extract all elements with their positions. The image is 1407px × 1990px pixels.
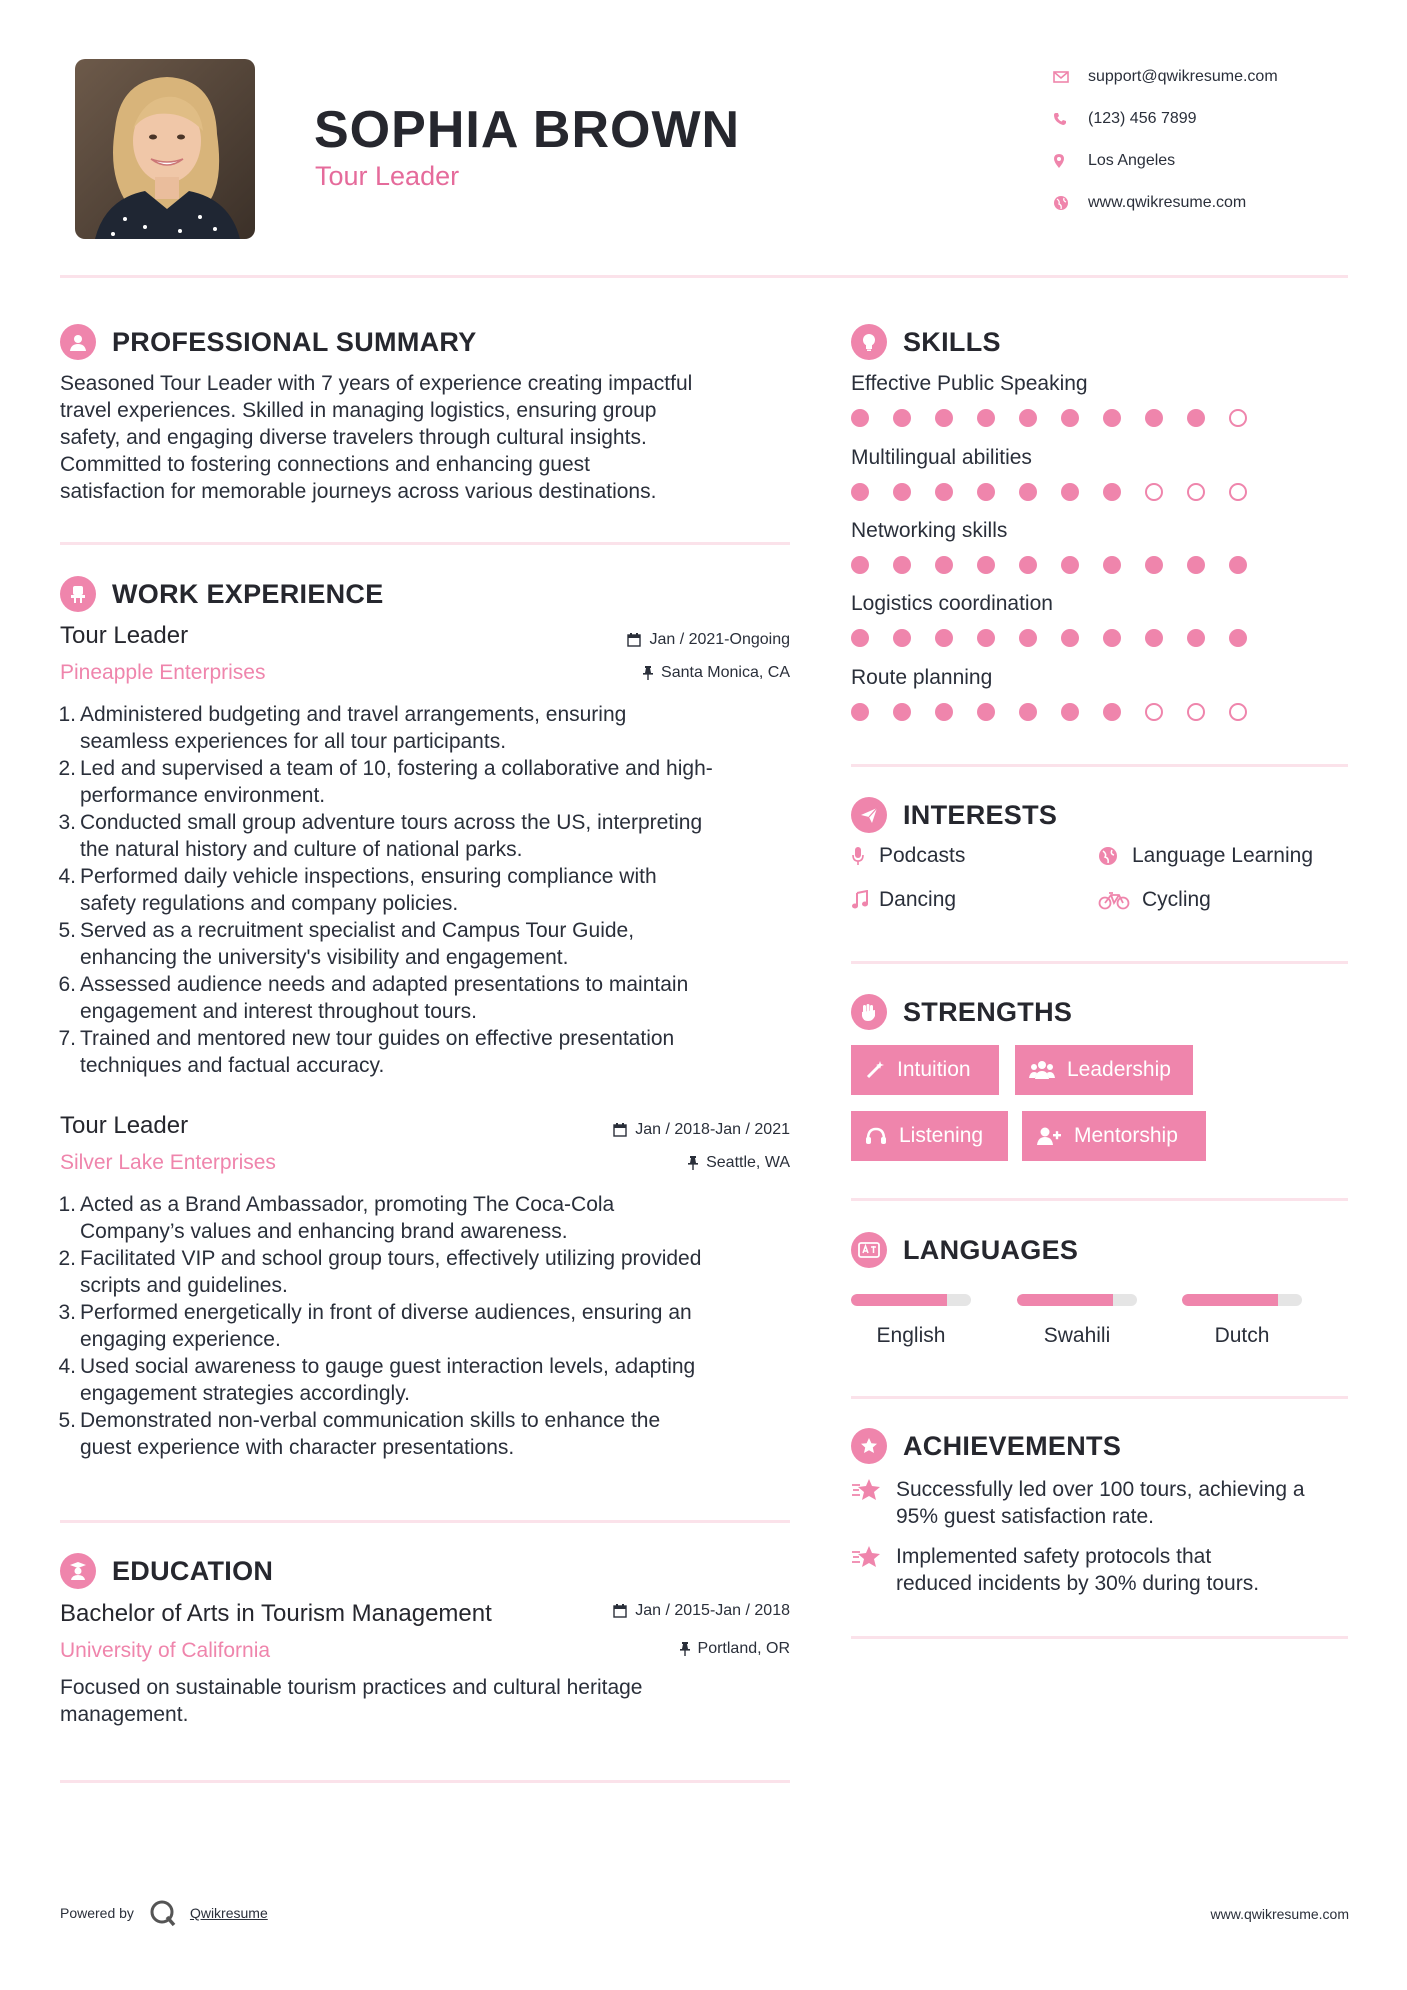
language-name: Swahili [1043,1324,1111,1347]
summary-heading [60,324,477,360]
skill-dot-filled [893,629,911,647]
footer-powered-by [60,1898,268,1928]
job-dates-text: Jan / 2018-Jan / 2021 [635,1121,790,1138]
paper-plane-icon [851,797,887,833]
skill-dot-filled [935,629,953,647]
star-icon [851,1476,896,1530]
contact-email-text: support@qwikresume.com [1088,68,1278,85]
contact-phone[interactable] [1050,98,1380,140]
lightbulb-icon [851,324,887,360]
group-icon [1029,1060,1055,1080]
job-dates [500,631,790,649]
school-name: University of California [60,1639,271,1662]
powered-by-label: Powered by [60,1905,134,1921]
job-company: Pineapple Enterprises [60,661,266,684]
contact-location-text: Los Angeles [1088,152,1176,169]
skill-dot-filled [1061,629,1079,647]
skill-rating [851,702,1391,722]
candidate-title: Tour Leader [315,161,460,191]
degree-title: Bachelor of Arts in Tourism Management [60,1600,492,1627]
skill-rating [851,482,1391,502]
summary-title: PROFESSIONAL SUMMARY [112,326,477,357]
language-level-fill [851,1294,947,1306]
summary-line: Committed to fostering connections and enhancing guest [60,453,590,476]
language-level-fill [1017,1294,1113,1306]
skill-dot-empty [1229,703,1247,721]
skill-rating [851,628,1391,648]
strength-tag: Intuition [851,1045,999,1095]
job-location-text: Santa Monica, CA [661,664,790,681]
interests-title: INTERESTS [903,799,1058,830]
summary-line: Seasoned Tour Leader with 7 years of experience creating impactful [60,372,693,395]
summary-line: satisfaction for memorable journeys across various destinations. [60,480,657,503]
language-level-bar [851,1294,971,1306]
job-location [500,664,790,682]
job-company: Silver Lake Enterprises [60,1151,276,1174]
language-name: Dutch [1214,1324,1270,1347]
skill-dot-filled [851,629,869,647]
list-item: 1. Acted as a Brand Ambassador, promoting The Coca-Cola Company’s values and enhancing brand awareness. [58,1193,615,1243]
strength-tag: Leadership [1015,1045,1193,1095]
skill-dot-filled [1019,483,1037,501]
list-item: 1. Administered budgeting and travel arrangements, ensuring seamless experiences for all tour participants. [58,703,627,753]
skill-dot-empty [1145,483,1163,501]
summary-divider [60,542,790,545]
education-title: EDUCATION [112,1555,274,1586]
pushpin-icon [688,1156,698,1170]
summary-line: travel experiences. Skilled in managing logistics, ensuring group [60,399,657,422]
job-title: Tour Leader [60,1112,189,1139]
skill-dot-filled [1145,409,1163,427]
skill-name: Networking skills [851,519,1008,542]
interest-item: Language Learning [1098,844,1313,868]
strength-tag: Mentorship [1022,1111,1206,1161]
list-item: 4. Performed daily vehicle inspections, ensuring compliance with safety regulations and company policies. [58,865,657,915]
skill-dot-empty [1145,703,1163,721]
language-level-bar [1182,1294,1302,1306]
education-divider [60,1780,790,1783]
contact-website-text: www.qwikresume.com [1088,194,1247,211]
languages-divider [851,1396,1348,1399]
skill-name: Effective Public Speaking [851,372,1088,395]
skill-dot-filled [977,483,995,501]
skill-dot-filled [893,409,911,427]
summary-text [60,370,790,505]
strength-tag: Listening [851,1111,1008,1161]
languages-heading [851,1232,1078,1268]
list-item: 2. Led and supervised a team of 10, fostering a collaborative and high- performance environment. [58,757,713,807]
job-location-text: Seattle, WA [706,1154,790,1171]
qwikresume-link[interactable]: Qwikresume [189,1905,268,1921]
education-description [60,1674,790,1728]
skill-dot-filled [1061,409,1079,427]
calendar-icon [613,1123,627,1137]
contact-email[interactable] [1050,56,1380,98]
skill-dot-filled [851,556,869,574]
list-item: 5. Demonstrated non-verbal communication skills to enhance the guest experience with character presentations. [58,1409,661,1459]
language-name: English [876,1324,946,1347]
languages-title: LANGUAGES [903,1234,1079,1265]
globe-icon [1098,846,1132,866]
education-location [500,1640,790,1658]
education-heading [60,1553,273,1589]
list-item: 3. Conducted small group adventure tours across the US, interpreting the natural history and culture of national parks. [58,811,703,861]
strengths-heading [851,994,1072,1030]
achievements-divider [851,1636,1348,1639]
skill-dot-empty [1229,409,1247,427]
skill-dot-filled [1145,556,1163,574]
skill-dot-filled [1187,629,1205,647]
skill-name: Logistics coordination [851,592,1053,615]
strengths-divider [851,1198,1348,1201]
work-divider [60,1520,790,1523]
skill-dot-filled [1229,556,1247,574]
skill-dot-filled [977,703,995,721]
location-pin-icon [1050,153,1088,169]
calendar-icon [627,633,641,647]
user-plus-icon [1036,1126,1062,1146]
skill-dot-filled [1019,629,1037,647]
job-title: Tour Leader [60,622,189,649]
skill-rating [851,408,1391,428]
skill-dot-empty [1187,703,1205,721]
skill-dot-filled [1061,556,1079,574]
profile-photo [75,59,255,239]
achievement-item: Implemented safety protocols that reduced incidents by 30% during tours. [851,1543,1348,1597]
skill-dot-filled [1103,629,1121,647]
skill-dot-filled [893,556,911,574]
skill-name: Route planning [851,666,993,689]
list-item: 2. Facilitated VIP and school group tours, effectively utilizing provided scripts and guidelines. [58,1247,702,1297]
skill-dot-filled [1229,629,1247,647]
job-dates-text: Jan / 2021-Ongoing [649,631,790,648]
microphone-icon [851,846,879,866]
contact-location [1050,140,1380,182]
skill-dot-empty [1187,483,1205,501]
star-badge-icon [851,1428,887,1464]
skills-heading [851,324,1001,360]
phone-icon [1050,112,1088,126]
skill-dot-filled [977,556,995,574]
skill-dot-filled [1103,703,1121,721]
list-item: 5. Served as a recruitment specialist and Campus Tour Guide, enhancing the university's visibility and engagement. [58,919,635,969]
star-icon [851,1543,896,1597]
interest-item: Dancing [851,888,956,912]
candidate-name: SOPHIA BROWN [314,101,741,159]
skills-divider [851,764,1348,767]
skills-title: SKILLS [903,326,1001,357]
skill-dot-filled [935,703,953,721]
headphones-icon [865,1126,887,1146]
skill-dot-filled [893,703,911,721]
achievements-heading [851,1428,1121,1464]
skill-name: Multilingual abilities [851,446,1032,469]
skill-dot-filled [1061,703,1079,721]
skill-dot-filled [935,556,953,574]
pushpin-icon [680,1642,690,1656]
skill-dot-filled [1187,409,1205,427]
user-icon [60,324,96,360]
music-note-icon [851,890,879,910]
job-dates [500,1121,790,1139]
interests-heading [851,797,1057,833]
summary-line: safety, and engaging diverse travelers through cultural insights. [60,426,647,449]
skill-dot-filled [1145,629,1163,647]
strengths-title: STRENGTHS [903,996,1073,1027]
skill-dot-filled [1019,409,1037,427]
education-line: management. [60,1703,189,1726]
interest-item: Cycling [1098,888,1211,912]
bicycle-icon [1098,890,1142,910]
skill-dot-filled [893,483,911,501]
fist-icon [851,994,887,1030]
skill-dot-filled [935,483,953,501]
globe-icon [1050,195,1088,211]
skill-dot-filled [1019,703,1037,721]
header-divider [60,275,1348,278]
job-location [500,1154,790,1172]
education-line: Focused on sustainable tourism practices and cultural heritage [60,1676,643,1699]
education-dates [500,1602,790,1620]
skill-dot-filled [1103,409,1121,427]
skill-dot-filled [977,409,995,427]
skill-dot-filled [935,409,953,427]
footer-website[interactable]: www.qwikresume.com [1210,1906,1349,1922]
list-item: 4. Used social awareness to gauge guest interaction levels, adapting engagement strategies accordingly. [58,1355,696,1405]
calendar-icon [613,1604,627,1618]
contact-list [1050,56,1380,224]
skill-dot-filled [1019,556,1037,574]
language-level-bar [1017,1294,1137,1306]
skill-dot-filled [851,409,869,427]
job-duties-list [56,701,796,1079]
achievements-title: ACHIEVEMENTS [903,1430,1122,1461]
work-title: WORK EXPERIENCE [112,578,384,609]
skill-dot-filled [1061,483,1079,501]
work-heading [60,576,384,612]
interests-divider [851,961,1348,964]
job-duties-list [56,1191,796,1461]
qwikresume-logo-icon [148,1898,178,1928]
education-location-text: Portland, OR [697,1640,790,1657]
skill-dot-filled [1103,483,1121,501]
list-item: 6. Assessed audience needs and adapted presentations to maintain engagement and interest throughout tours. [58,973,689,1023]
chair-icon [60,576,96,612]
skill-dot-filled [851,703,869,721]
skill-dot-filled [977,629,995,647]
list-item: 3. Performed energetically in front of diverse audiences, ensuring an engaging experience. [58,1301,692,1351]
language-icon [851,1232,887,1268]
skill-dot-empty [1229,483,1247,501]
achievement-item: Successfully led over 100 tours, achieving a 95% guest satisfaction rate. [851,1476,1348,1530]
graduate-icon [60,1553,96,1589]
contact-website[interactable] [1050,182,1380,224]
magic-wand-icon [865,1060,885,1080]
contact-phone-text: (123) 456 7899 [1088,110,1197,127]
skill-dot-filled [1187,556,1205,574]
list-item: 7. Trained and mentored new tour guides on effective presentation techniques and factual accuracy. [58,1027,675,1077]
skill-dot-filled [851,483,869,501]
education-dates-text: Jan / 2015-Jan / 2018 [635,1602,790,1619]
interest-item: Podcasts [851,844,965,868]
language-level-fill [1182,1294,1278,1306]
envelope-icon [1050,71,1088,83]
skill-dot-filled [1103,556,1121,574]
pushpin-icon [643,666,653,680]
skill-rating [851,555,1391,575]
